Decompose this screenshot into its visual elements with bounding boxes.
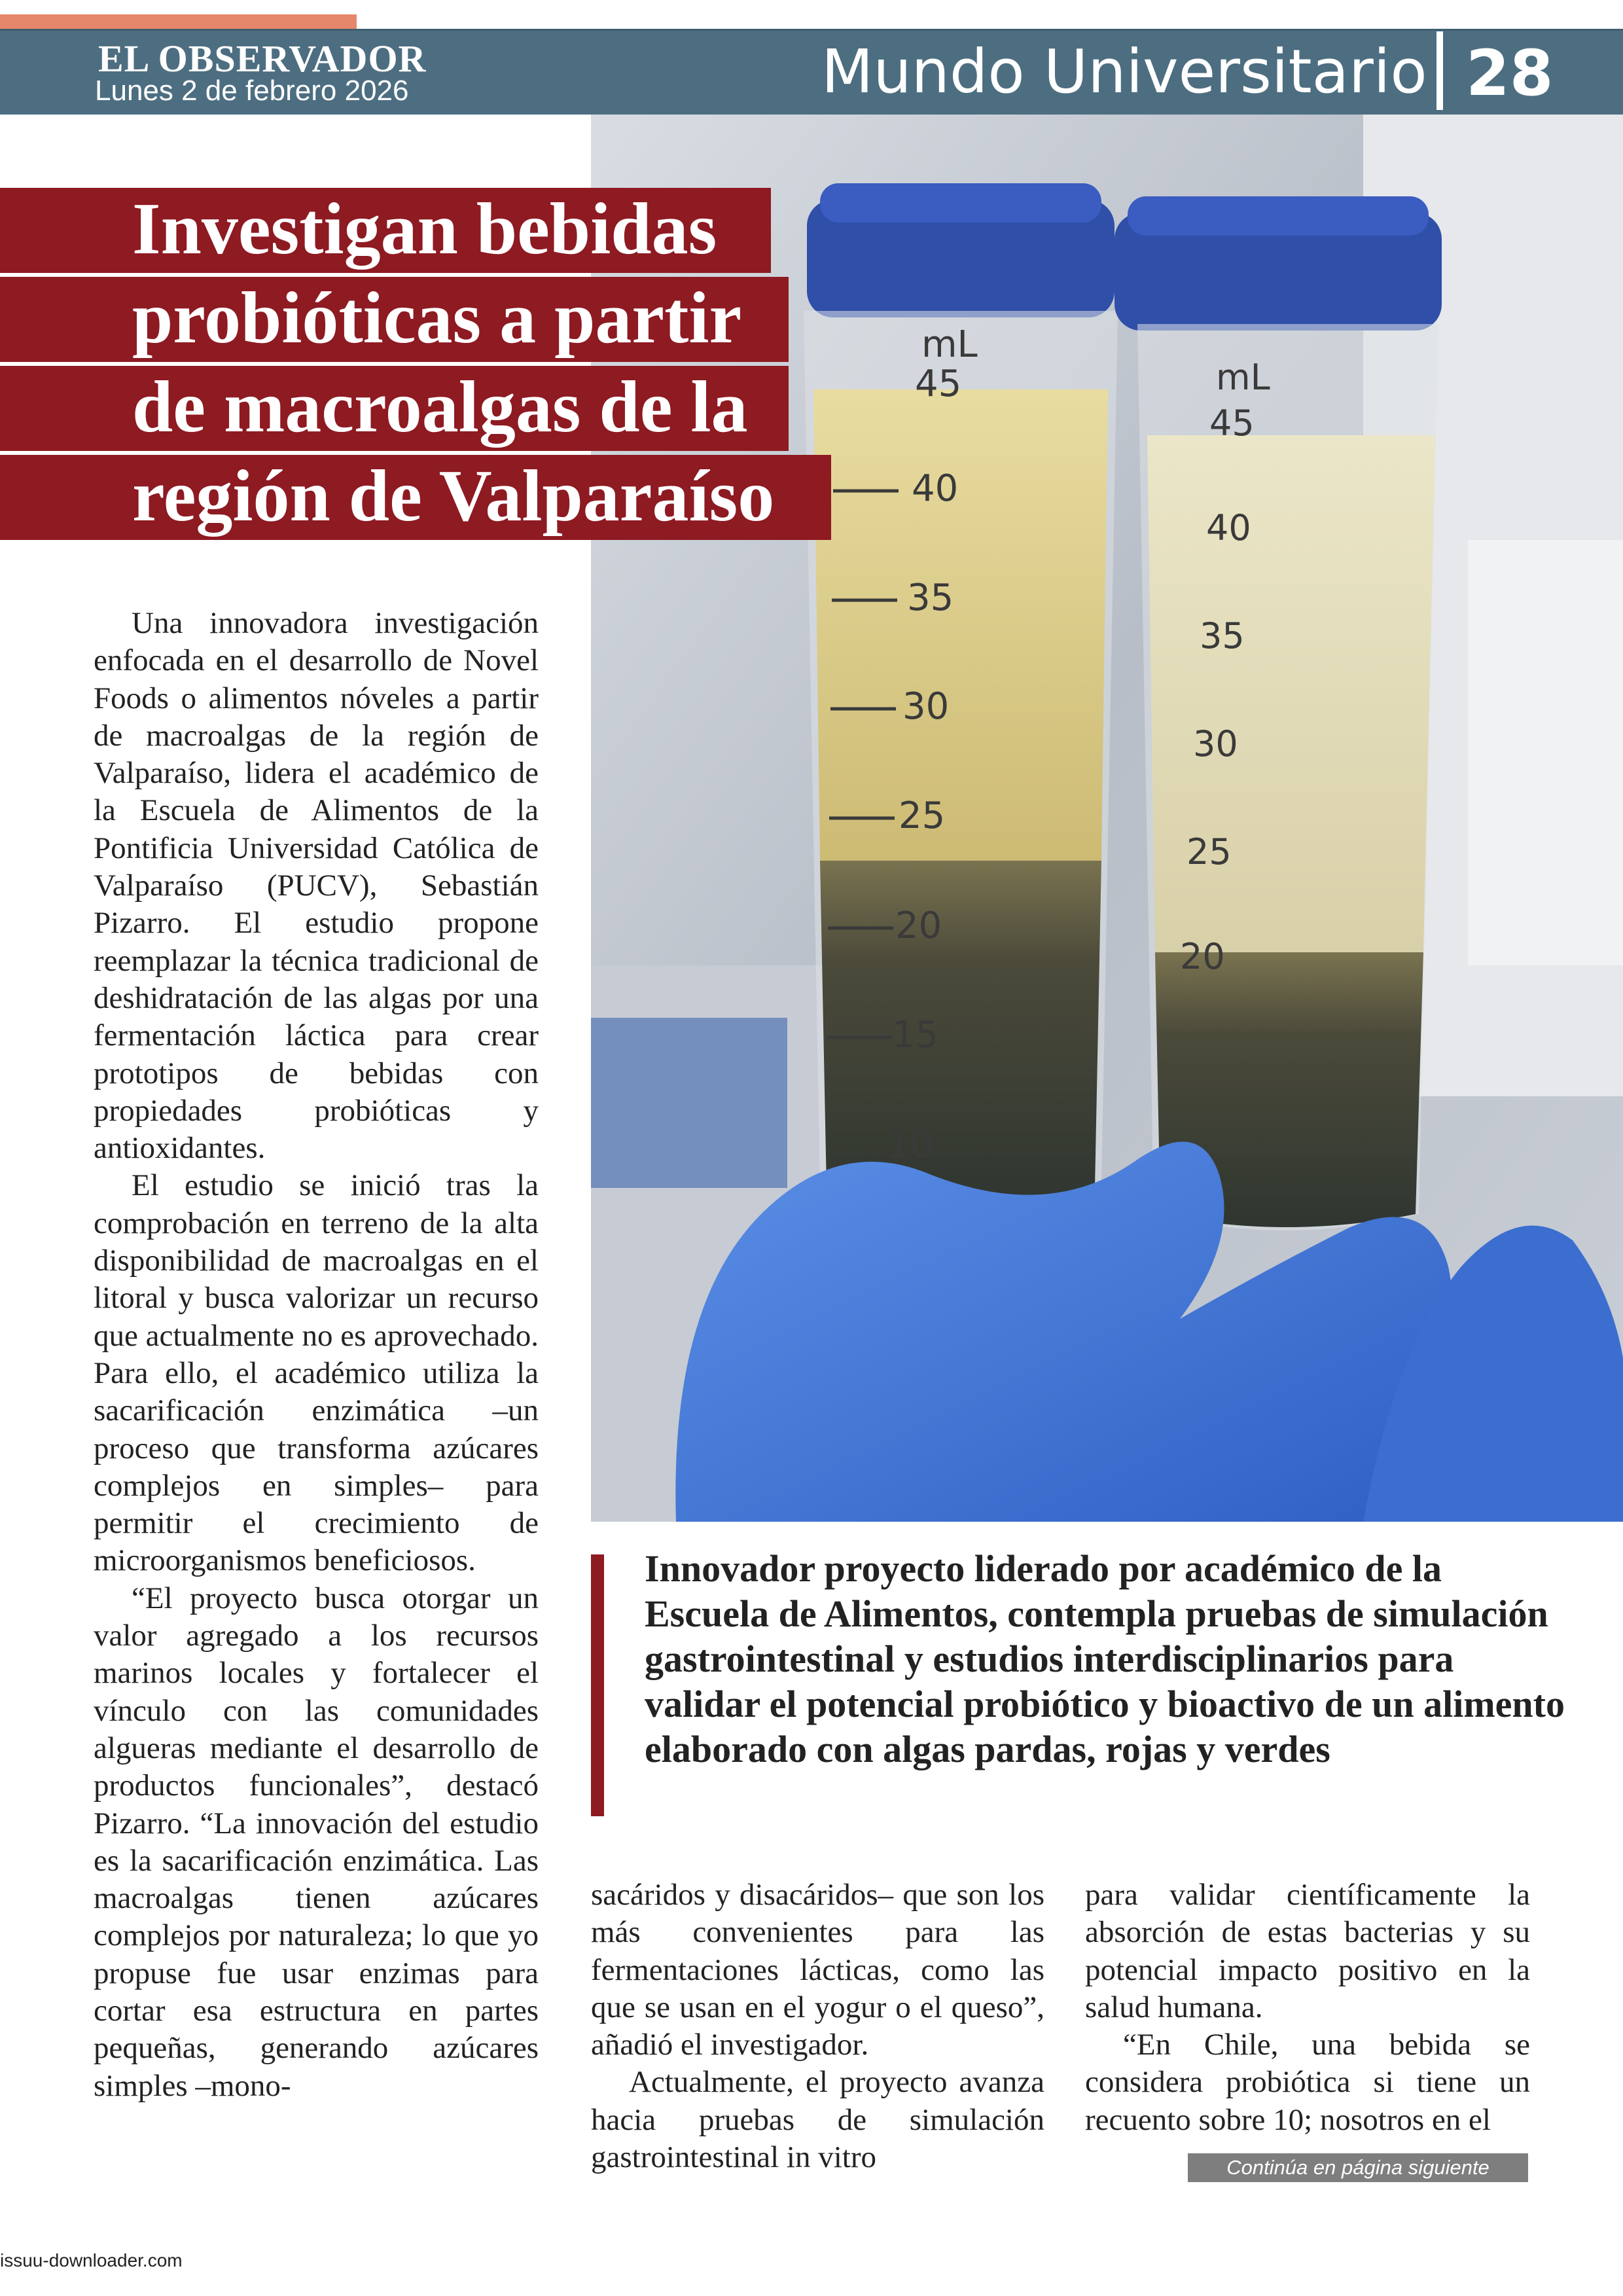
- body-column-1: [94, 605, 539, 2105]
- body-paragraph: El estudio se inició tras la comprobación en terreno de la alta disponibilidad de macroalgas en el litoral y busca valorizar un recurso que actualmente no es aprovechado. Para ello, el académico utiliza la sacarificación enzimática –un proceso que transforma azúcares complejos en simples– para permitir el crecimiento de microorganismos beneficiosos.: [94, 1168, 539, 1578]
- header-accent-tab: [0, 14, 357, 30]
- tube-right-mark: 40: [1206, 507, 1251, 548]
- tube-right-mark: 30: [1193, 723, 1238, 764]
- tube-right-mark: mL: [1216, 357, 1270, 398]
- body-paragraph: “El proyecto busca otorgar un valor agregado a los recursos marinos locales y fortalecer el vínculo con las comunidades algueras mediante el desarrollo de productos funcionales”, destacó Pizarro. “La innovación del estudio es la sacarificación enzimática. Las macroalgas tienen azúcares complejos por naturaleza; lo que yo propuse fue usar enzimas para cortar esa estructura en partes pequeñas, generando azúcares simples –mono-: [94, 1581, 539, 2103]
- headline-line: de macroalgas de la: [132, 367, 748, 448]
- headline-line: Investigan bebidas: [132, 188, 717, 270]
- tube-left-mark: 45: [915, 363, 962, 405]
- section-title: Mundo Universitario: [821, 37, 1427, 107]
- article-deck: Innovador proyecto liderado por académico de la Escuela de Alimentos, contempla pruebas de simulación gastrointestinal y estudios interdisciplinarios para validar el potencial probiótico y bioactivo de un alimento elaborado con algas pardas, rojas y verdes: [645, 1547, 1565, 1770]
- tube-right-mark: 20: [1180, 936, 1225, 977]
- tube-right-mark: 25: [1186, 831, 1232, 872]
- tube-left-mark: 15: [892, 1014, 939, 1056]
- tube-left-mark: 35: [907, 577, 954, 619]
- body-paragraph: Actualmente, el proyecto avanza hacia pruebas de simulación gastrointestinal in vitro: [591, 2065, 1044, 2175]
- issue-date: Lunes 2 de febrero 2026: [95, 75, 409, 107]
- continued-next-page-label: Continúa en página siguiente: [1188, 2153, 1528, 2182]
- tube-left-mark: 30: [902, 685, 950, 728]
- body-column-2: [591, 1876, 1044, 2176]
- tube-left-mark: mL: [921, 323, 978, 366]
- source-watermark: issuu-downloader.com: [0, 2250, 183, 2270]
- header-divider: [1436, 31, 1443, 110]
- tube-left-mark: 25: [899, 795, 946, 837]
- body-paragraph: “En Chile, una bebida se considera probiótica si tiene un recuento sobre 10; nosotros en el: [1085, 2028, 1530, 2137]
- tube-left-mark: 20: [895, 905, 942, 947]
- body-paragraph: Una innovadora investigación enfocada en el desarrollo de Novel Foods o alimentos nóveles a partir de macroalgas de la región de Valparaíso, lidera el académico de la Escuela de Alimentos de la Pontificia Universidad Católica de Valparaíso (PUCV), Sebastián Pizarro. El estudio propone reemplazar la técnica tradicional de deshidratación de las algas por una fermentación láctica para crear prototipos de bebidas con propiedades probióticas y antioxidantes.: [94, 606, 539, 1166]
- tube-left-mark: 40: [912, 467, 959, 510]
- deck-accent-bar: [591, 1554, 604, 1816]
- tube-right-mark: 45: [1209, 403, 1255, 444]
- body-paragraph: sacáridos y disacáridos– que son los más convenientes para las fermentaciones lácticas, como las que se usan en el yogur o el queso”, añadió el investigador.: [591, 1878, 1044, 2062]
- tube-left-mark: 10: [887, 1124, 934, 1166]
- body-paragraph: para validar científicamente la absorción de estas bacterias y su potencial impacto positivo en la salud humana.: [1085, 1878, 1530, 2024]
- headline-line: probióticas a partir: [132, 278, 742, 359]
- newspaper-name: EL OBSERVADOR: [98, 37, 427, 80]
- tube-right-mark: 35: [1200, 615, 1245, 656]
- body-column-3: [1085, 1876, 1530, 2139]
- headline-line: región de Valparaíso: [132, 456, 775, 537]
- page-number: 28: [1466, 37, 1554, 110]
